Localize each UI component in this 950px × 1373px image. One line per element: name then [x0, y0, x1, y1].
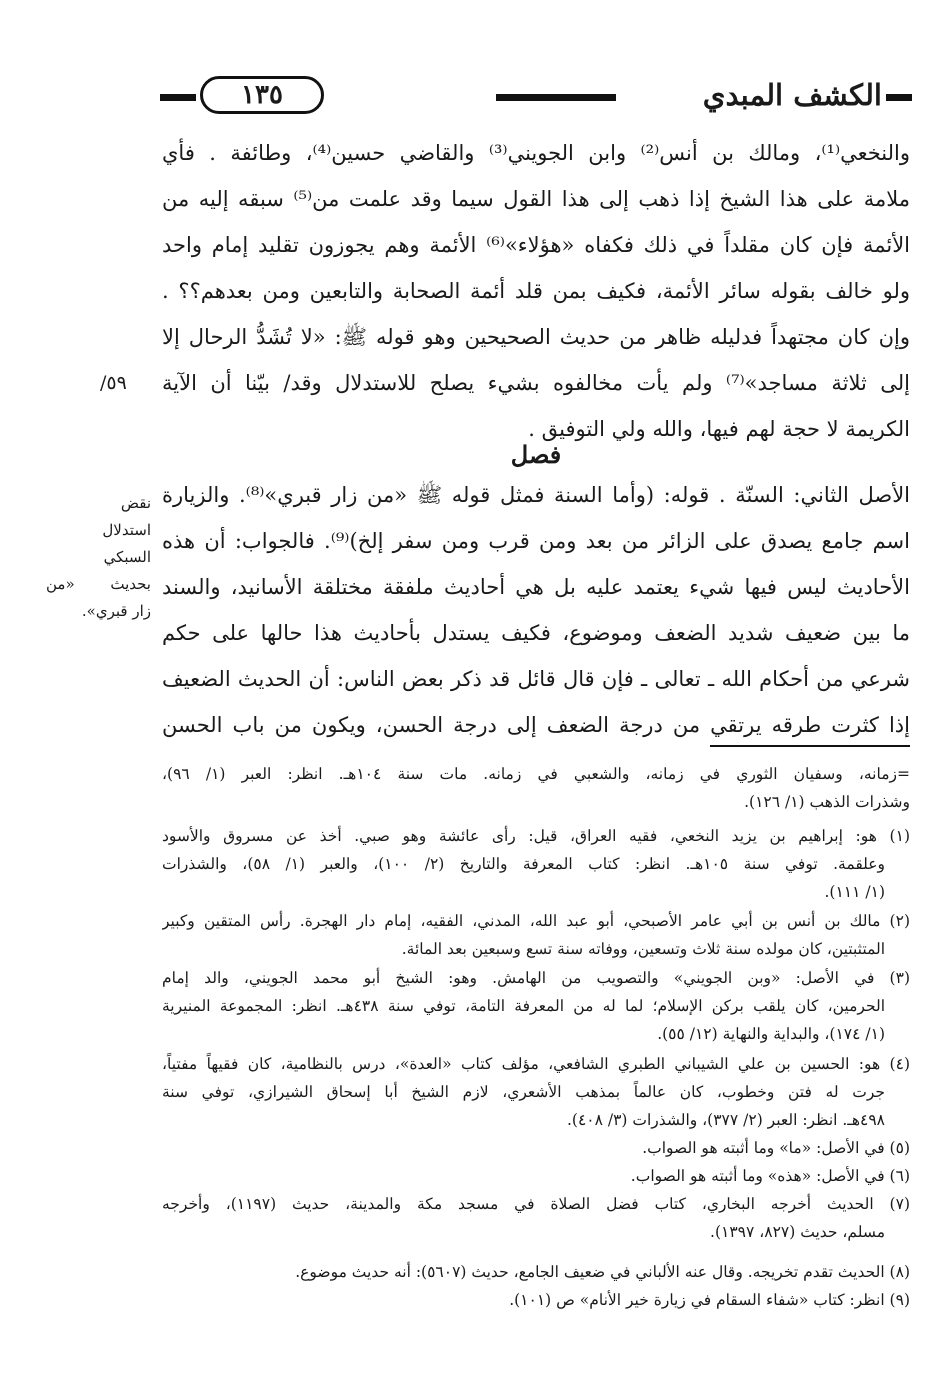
footnote-line: (٧) الحديث أخرجه البخاري، كتاب فضل الصلاة في مسجد مكة والمدينة، حديث (١١٩٧)، وأخرجه	[162, 1195, 910, 1213]
body-line: شرعي من أحكام الله ـ تعالى ـ فإن قال قائل قد ذكر بعض الناس: أن الحديث الضعيف	[162, 667, 910, 691]
body-line: إذا كثرت طرقه يرتقي من درجة الضعف إلى درجة الحسن، ويكون من باب الحسن	[162, 713, 910, 737]
margin-note-line: استدلال	[102, 521, 151, 539]
body-line: إلى ثلاثة مساجد»⁽⁷⁾ ولم يأت مخالفوه بشيء يصلح للاستدلال وقد/ بيّنا أن الآية	[162, 371, 910, 395]
page-header	[160, 72, 912, 120]
footnote-line: (٢) مالك بن أنس بن أبي عامر الأصبحي، أبو عبد الله، المدني، الفقيه، إمام دار الهجرة. رأس المتقين وكبير	[162, 912, 910, 930]
footnote-line: (٦) في الأصل: «هذه» وما أثبته هو الصواب.	[630, 1167, 910, 1185]
margin-note-line: نقض	[120, 494, 151, 512]
body-line: ملامة على هذا الشيخ إذا ذهب إلى هذا القول سيما وقد علمت من⁽⁵⁾ سبقه إليه من	[162, 187, 910, 211]
header-rule	[160, 94, 196, 101]
margin-note-line: زار قبري».	[81, 602, 151, 620]
margin-note	[46, 490, 151, 625]
footnote-line: (١) هو: إبراهيم بن يزيد النخعي، فقيه العراق، قيل: رأى عائشة وهو صبي. أخذ عن مسروق والأسود	[162, 827, 910, 845]
margin-page-reference: ٥٩/	[100, 372, 127, 394]
footnote-line: وعلقمة. توفي سنة ١٠٥هـ. انظر: كتاب المعرفة والتاريخ (٢/ ١٠٠)، والعبر (١/ ٥٨)، والشذرات	[162, 855, 885, 873]
body-line: الأصل الثاني: السنّة . قوله: (وأما السنة فمثل قوله ﷺ «من زار قبري»⁽⁸⁾. والزيارة	[162, 483, 910, 507]
book-title: الكشف المبدي	[702, 78, 882, 112]
body-line: اسم جامع يصدق على الزائر من بعد ومن قرب ومن سفر إلخ)⁽⁹⁾. فالجواب: أن هذه	[162, 529, 910, 553]
footnote-line: (١/ ١٧٤)، والبداية والنهاية (١٢/ ٥٥).	[657, 1025, 885, 1043]
body-line: الأئمة فإن كان مقلداً في ذلك فكفاه «هؤلاء»⁽⁶⁾ الأئمة وهم يجوزون تقليد إمام واحد	[162, 233, 910, 257]
margin-note-line: السبكي	[103, 548, 151, 566]
footnote-line: (٥) في الأصل: «ما» وما أثبته هو الصواب.	[642, 1139, 910, 1157]
header-rule	[496, 94, 616, 101]
footnote-line: (٨) الحديث تقدم تخريجه. وقال عنه الألباني في ضعيف الجامع، حديث (٥٦٠٧): أنه حديث موضوع.	[295, 1263, 910, 1281]
body-line: والنخعي⁽¹⁾، ومالك بن أنس⁽²⁾ وابن الجويني⁽³⁾ والقاضي حسين⁽⁴⁾، وطائفة . فأي	[162, 141, 910, 165]
body-line: ولو خالف بقوله سائر الأئمة، فكيف بمن قلد أئمة الصحابة والتابعين ومن بعدهم؟؟ .	[162, 279, 910, 303]
margin-note-line: بحديث «من	[46, 575, 151, 593]
body-line: الأحاديث ليس فيها شيء يعتمد عليه بل هي أحاديث ملفقة مختلقة الأسانيد، والسند	[162, 575, 910, 599]
footnote-line: الحرمين، كان يلقب بركن الإسلام؛ لما له من المعرفة التامة، توفي سنة ٤٣٨هـ. انظر: المجموعة المنيرية	[162, 997, 885, 1015]
footnote-line: (١/ ١١١).	[824, 883, 885, 901]
footnote-line: جرت له فتن وخطوب، كان عالماً بمذهب الأشعري، لازم الشيخ أبا إسحاق الشيرازي، توفي سنة	[162, 1083, 885, 1101]
body-line: وإن كان مجتهداً فدليله ظاهر من حديث الصحيحين وهو قوله ﷺ: «لا تُشَدُّ الرحال إلا	[162, 325, 910, 349]
page-number: ١٣٥	[241, 80, 283, 110]
footnote-line: (٩) انظر: كتاب «شفاء السقام في زيارة خير الأنام» ص (١٠١).	[509, 1291, 910, 1309]
section-heading: فصل	[510, 440, 562, 469]
footnote-line: =زمانه، وسفيان الثوري في زمانه، والشعبي في زمانه. مات سنة ١٠٤هـ. انظر: العبر (١/ ٩٦)،	[162, 765, 910, 783]
footnote-line: (٣) في الأصل: «وبن الجويني» والتصويب من الهامش. وهو: الشيخ أبو محمد الجويني، والد إمام	[162, 969, 910, 987]
page-number-frame	[200, 76, 324, 114]
footnote-line: وشذرات الذهب (١/ ١٢٦).	[744, 793, 910, 811]
footnote-line: المتثبتين، كان مولده سنة ثلاث وتسعين، ووفاته سنة تسع وسبعين بعد المائة.	[401, 940, 885, 958]
footnote-line: مسلم، حديث (٨٢٧، ١٣٩٧).	[710, 1223, 885, 1241]
footnote-separator	[710, 745, 910, 747]
body-line: ما بين ضعيف شديد الضعف وموضوع، فكيف يستدل بأحاديث هذا حالها على حكم	[162, 621, 910, 645]
footnote-line: (٤) هو: الحسين بن علي الشيباني الطبري الشافعي، مؤلف كتاب «العدة»، درس بالنظامية، كان فقيهاً مفتياً،	[162, 1055, 910, 1073]
body-line: الكريمة لا حجة لهم فيها، والله ولي التوفيق .	[528, 417, 910, 441]
footnote-line: ٤٩٨هـ. انظر: العبر (٢/ ٣٧٧)، والشذرات (٣/ ٤٠٨).	[566, 1111, 885, 1129]
header-rule	[886, 94, 912, 101]
